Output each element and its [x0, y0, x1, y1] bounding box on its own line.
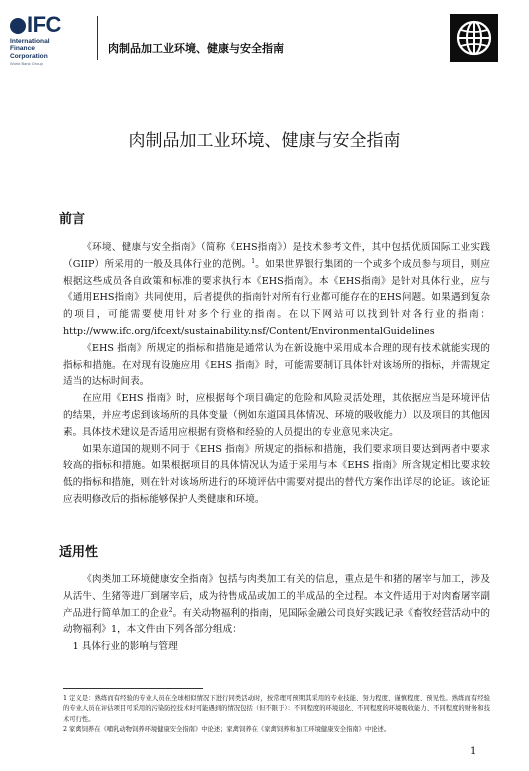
page-header: [0, 0, 529, 70]
ifc-logo-mark: [10, 14, 90, 36]
running-title: 肉制品加工业环境、健康与安全指南: [108, 42, 284, 55]
document-title: 肉制品加工业环境、健康与安全指南: [128, 131, 401, 151]
header-divider: [97, 16, 98, 60]
world-bank-globe-icon: [450, 14, 498, 62]
applicability-paragraph: [63, 572, 490, 639]
page-number: 1: [470, 746, 477, 757]
preface-body: [63, 240, 490, 509]
paragraph-text: 《环境、健康与安全指南》（简称《EHS指南》）是技术参考文件，其中包括优质国际工业实践（GIIP）所采用的一般及具体行业的范例。: [63, 242, 490, 270]
preface-paragraph: 在应用《EHS 指南》时，应根据每个项目确定的危险和风险灵活处理，其依据应当是环境评估的结果，并应考虑到该场所的具体变量（例如东道国具体情况、环境的吸收能力）以及项目的其他因素。具体技术建议是否适用应根据有资格和经验的人员提出的专业意见来决定。: [63, 393, 490, 438]
preface-heading: 前言: [59, 212, 86, 227]
footnote: 1 定义是：熟练而有经验的专业人员在全球相似情况下进行同类活动时，按常理可预期其采用的专业技能、努力程度、谨慎程度、预见性。熟练而有经验的专业人员在评估项目可采用的污染防控技术时可能遇到的情况包括（但不限于）：不同程度的环境退化、不同程度的环境吸收能力、不同程度的财务和技术可行性。: [63, 695, 490, 723]
ifc-globe-icon: [10, 18, 26, 34]
ifc-logo: [10, 14, 90, 66]
ifc-logo-text: IFC: [27, 12, 61, 37]
footnotes: [63, 694, 490, 736]
ifc-logo-subtitle: [10, 38, 90, 60]
logo-subtitle-line: Corporation: [10, 52, 48, 60]
footnote-rule: [63, 688, 203, 689]
footnote-ref: 1: [251, 257, 256, 265]
paragraph-text: 《肉类加工环境健康安全指南》包括与肉类加工有关的信息，重点是牛和猪的屠宰与加工，涉及从活牛、生猪等进厂到屠宰后，成为待售成品或加工的半成品的全过程。本文件适用于对肉畜屠宰副产品进行简单加工的企业: [63, 574, 490, 619]
logo-group-text: World Bank Group: [10, 61, 43, 67]
footnote: 2 家禽饲养在《哺乳动物饲养环境健康安全指南》中论述；家禽饲养在《家禽饲养和加工环境健康安全指南》中论述。: [63, 726, 391, 734]
preface-paragraph: [63, 240, 490, 341]
applicability-heading: 适用性: [59, 545, 99, 560]
paragraph-text: 。有关动物福利的指南，见国际金融公司良好实践记录《畜牧经营活动中的动物福利》1，本文件由下列各部分组成：: [63, 607, 491, 636]
preface-paragraph: 如果东道国的规则不同于《EHS 指南》所规定的指标和措施，我们要求项目要达到两者中要求较高的指标和措施。如果根据项目的具体情况认为适于采用与本《EHS 指南》所含规定相比要求较低的指标和措施，则在针对该场所进行的环境评估中需要对提出的替代方案作出详尽的论证。该论证应表明修改后的指标能够保护人类健康和环境。: [63, 443, 490, 505]
list-item: 1 具体行业的影响与管理: [72, 641, 178, 653]
footnote-ref: 2: [168, 606, 173, 614]
logo-subtitle-line: International: [10, 38, 50, 45]
preface-paragraph: 《EHS 指南》所规定的指标和措施是通常认为在新设施中采用成本合理的现有技术就能实现的指标和措施。在对现有设施应用《EHS 指南》时，可能需要制订具体针对该场所的指标，并需规定适当的达标时间表。: [63, 342, 490, 388]
applicability-body: [63, 572, 490, 656]
paragraph-text: 。如果世界银行集团的一个或多个成员参与项目，则应根据这些成员各自政策和标准的要求执行本《EHS指南》。本《EHS指南》是针对具体行业，应与《通用EHS指南》共同使用，后者提供的指南针对所有行业都可能存在的EHS问题。如果遇到复杂的项目，可能需要使用针对多个行业的指南。在以下网站可以找到针对各行业的指南：http://www.ifc.org/ifcext/sustainability.nsf/Content/EnvironmentalGuidelines: [63, 258, 491, 337]
logo-subtitle-line: Finance: [10, 45, 35, 53]
